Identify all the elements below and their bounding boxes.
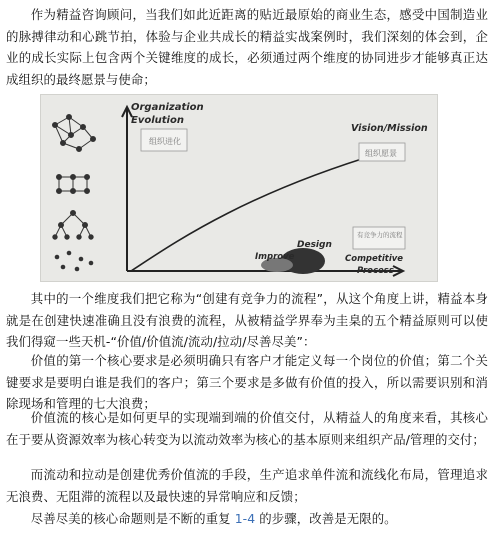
perfection-paragraph	[6, 508, 488, 530]
perfection-text-start: 尽善尽美的核心命题则是不断的重复	[30, 511, 235, 526]
perfection-text-end: 的步骤，改善是无限的。	[255, 511, 397, 526]
organization-evolution-figure	[40, 94, 438, 282]
competitive-process-paragraph: 其中的一个维度我们把它称为“创建有竞争力的流程”，从这个角度上讲，精益本身就是在创建快速准确且没有浪费的流程，从被精益学界奉为圭臬的五个精益原则可以使我们得窥一些天机-“价值/价值流/流动/拉动/尽善尽美”：	[6, 291, 488, 349]
value-stream-paragraph: 价值流的核心是如何更早的实现端到端的价值交付，从精益人的角度来看，其核心在于要从资源效率为核心转变为以流动效率为核心的基本原则来组织产品/管理的交付；	[6, 410, 488, 447]
scattered-dots-icon	[55, 251, 94, 272]
network-graph-icon	[53, 115, 96, 152]
grid-cluster-icon	[57, 175, 90, 194]
x-axis-label-line1: Competitive	[345, 254, 404, 264]
hierarchy-tree-icon	[53, 211, 93, 240]
y-axis-note: 组织进化	[149, 137, 181, 146]
vision-note: 组织愿景	[365, 149, 397, 158]
vision-mission-label: Vision/Mission	[351, 123, 428, 134]
step-range-highlight: 1-4	[234, 511, 256, 526]
design-label: Design	[297, 240, 332, 250]
value-paragraph: 价值的第一个核心要求是必须明确只有客户才能定义每一个岗位的价值；第二个关键要求是要明白谁是我们的客户；第三个要求是多做有价值的投入，所以需要识别和消除现场和管理的七大浪费；	[6, 353, 488, 411]
y-axis-label-line1: Organization	[131, 102, 204, 113]
x-axis-label-line2: Process	[357, 266, 394, 276]
flow-pull-paragraph: 而流动和拉动是创建优秀价值流的手段，生产追求单件流和流线化布局，管理追求无浪费、无阻滞的流程以及最快速的异常响应和反馈；	[6, 467, 488, 504]
process-note: 有竞争力的流程	[357, 231, 403, 239]
y-axis-label-line2: Evolution	[131, 115, 184, 126]
intro-paragraph: 作为精益咨询顾问，当我们如此近距离的贴近最原始的商业生态，感受中国制造业的脉搏律动和心跳节拍，体验与企业共成长的精益实战案例时，我们深刻的体会到，企业的成长实际上包含两个关键维度的成长，必须通过两个维度的协同进步才能够真正达成组织的最终愿景与使命；	[6, 7, 488, 87]
improve-label: Improve	[255, 252, 295, 262]
